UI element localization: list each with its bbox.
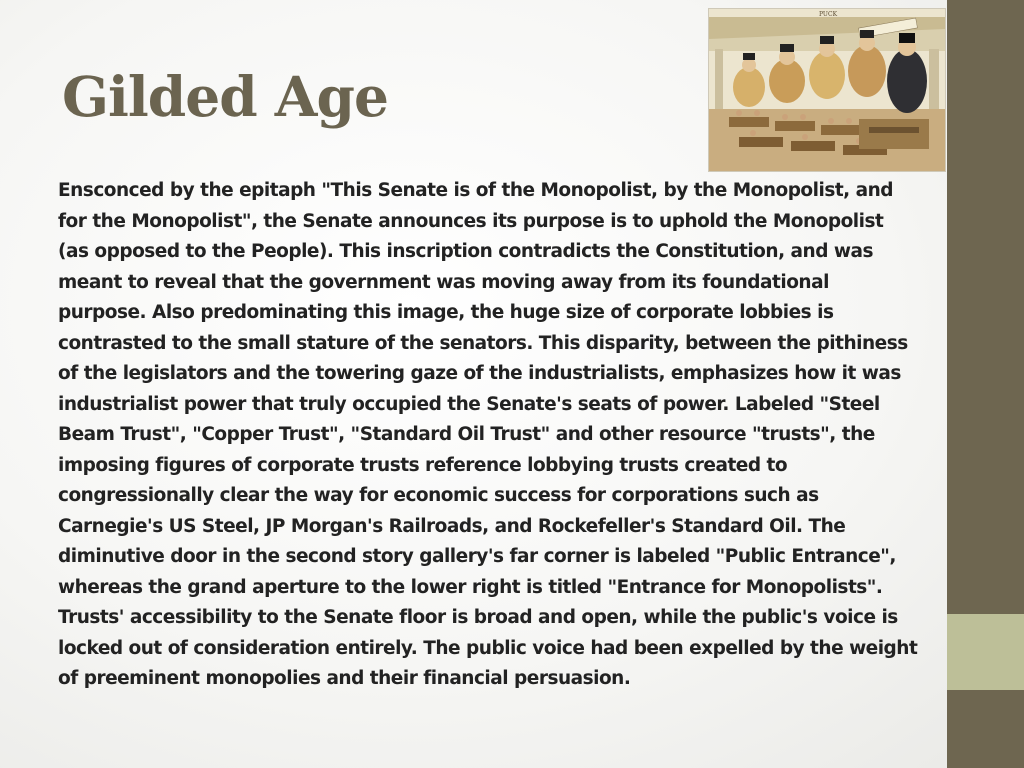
cartoon-illustration bbox=[709, 9, 945, 171]
right-accent-block bbox=[947, 614, 1024, 690]
political-cartoon-image bbox=[708, 8, 946, 172]
slide-body-text: Ensconced by the epitaph "This Senate is of the Monopolist, by the Monopolist, and for the Monopolist", the Senate announces its purpose is to uphold the Monopolist (as opposed to the People). This inscription contradicts the Constitution, and was meant to reveal that the government was moving away from its foundational purpose. Also predominating this image, the huge size of corporate lobbies is contrasted to the small stature of the senators. This disparity, between the pithiness of the legislators and the towering gaze of the industrialists, emphasizes how it was industrialist power that truly occupied the Senate's seats of power. Labeled "Steel Beam Trust", "Copper Trust", "Standard Oil Trust" and other resource "trusts", the imposing figures of corporate trusts reference lobbying trusts created to congressionally clear the way for economic success for corporations such as Carnegie's US Steel, JP Morgan's Railroads, and Rockefeller's Standard Oil. The diminutive door in the second story gallery's far corner is labeled "Public Entrance", whereas the grand aperture to the lower right is titled "Entrance for Monopolists". Trusts' accessibility to the Senate floor is broad and open, while the public's voice is locked out of consideration entirely. The public voice had been expelled by the weight of preeminent monopolies and their financial persuasion. bbox=[58, 180, 918, 689]
slide-title: Gilded Age bbox=[62, 64, 388, 129]
cartoon-masthead: PUCK bbox=[819, 11, 838, 18]
